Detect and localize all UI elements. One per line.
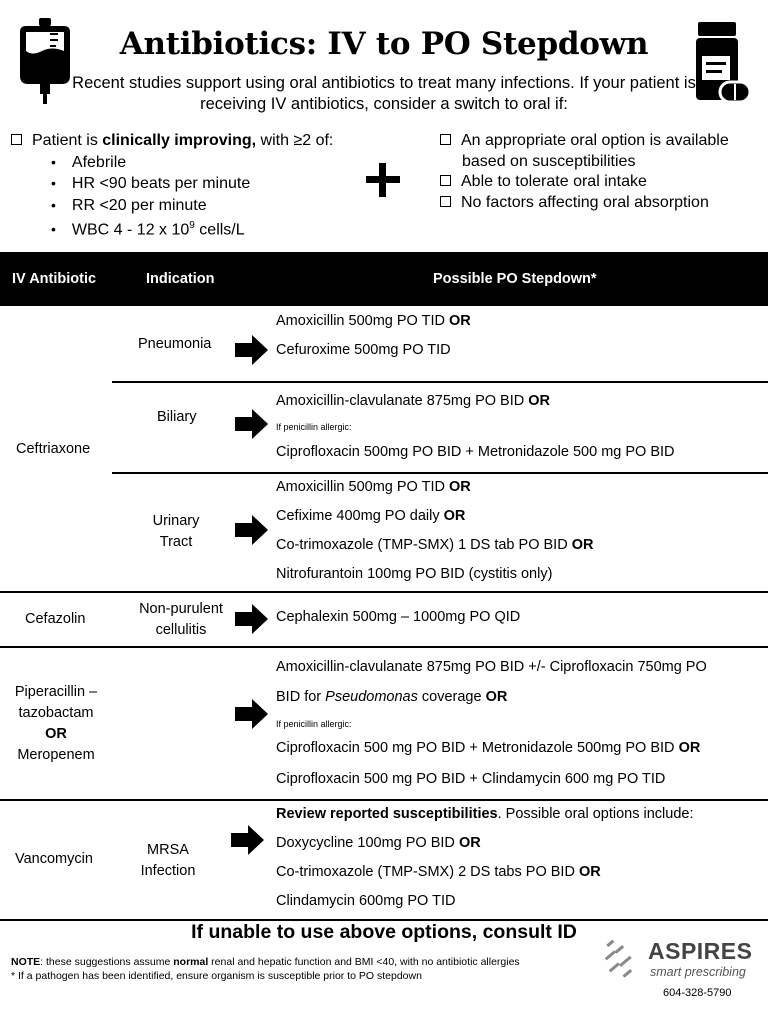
option-text: Amoxicillin 500mg PO TID: [276, 313, 449, 329]
header-po-stepdown: Possible PO Stepdown*: [433, 271, 597, 287]
or-label: OR: [678, 740, 701, 756]
footer-notes: [11, 956, 520, 983]
note-text: : these suggestions assume: [40, 956, 174, 968]
criteria-right-text: No factors affecting oral absorption: [461, 193, 709, 211]
note-line: * If a pathogen has been identified, ensure organism is susceptible prior to PO stepdown: [11, 969, 422, 982]
option-line: [276, 508, 465, 524]
header-iv-antibiotic: IV Antibiotic: [12, 271, 97, 287]
option-line: Ciprofloxacin 500mg PO BID + Metronidazole 500 mg PO BID: [276, 444, 675, 460]
iv-piptazo-meropenem: [4, 682, 108, 766]
option-text: coverage: [417, 689, 486, 705]
review-bold: Review reported susceptibilities: [276, 806, 498, 822]
logo-tagline: smart prescribing: [650, 965, 746, 979]
or-label: OR: [485, 689, 508, 705]
criteria-right-item-cont: based on susceptibilities: [462, 152, 636, 170]
wbc-sup: 9: [189, 220, 195, 231]
arrow-right-icon: [231, 825, 265, 855]
option-text: Amoxicillin 500mg PO TID: [276, 479, 449, 495]
criteria-right-text: Able to tolerate oral intake: [461, 173, 647, 190]
page-subtitle: Recent studies support using oral antibiotics to treat many infections. If your patient is receiving IV antibiotics, consider a switch to oral if:: [72, 74, 696, 113]
arrow-right-icon: [235, 335, 269, 365]
note-line: [11, 956, 520, 970]
header-indication: Indication: [146, 271, 215, 287]
checkbox-icon: [440, 134, 451, 145]
wbc-unit: cells/L: [194, 221, 245, 239]
divider: [112, 472, 768, 474]
pen-allergic-note: If penicillin allergic:: [276, 422, 352, 432]
indication-line: Non-purulent: [139, 601, 223, 617]
arrow-right-icon: [235, 604, 269, 634]
criteria-clinical: [11, 131, 333, 152]
note-label: NOTE: [11, 956, 41, 968]
option-line: Ciprofloxacin 500 mg PO BID + Clindamycin 600 mg PO TID: [276, 771, 666, 787]
iv-line-or: OR: [45, 726, 67, 742]
option-line: [276, 740, 700, 756]
option-text: BID for: [276, 689, 326, 705]
option-italic: Pseudomonas: [325, 689, 418, 705]
indication-mrsa: [128, 840, 208, 882]
criteria-right-item: [440, 131, 729, 152]
iv-line: Piperacillin –: [14, 684, 98, 700]
checkbox-icon: [440, 175, 451, 186]
aspires-logo: [600, 936, 762, 984]
pen-allergic-note: If penicillin allergic:: [276, 719, 352, 729]
criteria-right-item: [440, 172, 729, 193]
arrow-right-icon: [235, 699, 269, 729]
criteria-bullets: [51, 152, 333, 241]
option-text: Amoxicillin-clavulanate 875mg PO BID: [276, 393, 529, 409]
note-text: renal and hepatic function and BMI <40, with no antibiotic allergies: [208, 956, 520, 968]
indication-urinary: [136, 511, 216, 553]
page-title: Antibiotics: IV to PO Stepdown: [119, 26, 649, 62]
option-line: Cephalexin 500mg – 1000mg PO QID: [276, 609, 521, 625]
option-line: [276, 479, 471, 495]
wbc-text: WBC 4 - 12 x 10: [71, 221, 190, 239]
option-line: [276, 537, 593, 553]
criteria-bullet: • Afebrile: [51, 152, 333, 174]
criteria-bullet-wbc: [51, 216, 333, 241]
logo-mark-icon: [600, 936, 644, 982]
iv-ceftriaxone: Ceftriaxone: [16, 441, 91, 457]
criteria-bullet: • HR <90 beats per minute: [51, 173, 333, 195]
option-line: Amoxicillin-clavulanate 875mg PO BID +/- Ciprofloxacin 750mg PO: [276, 659, 707, 675]
divider: [112, 381, 768, 383]
divider: [0, 591, 768, 593]
option-text: Ciprofloxacin 500 mg PO BID + Metronidazole 500mg PO BID: [276, 740, 679, 756]
iv-cefazolin: Cefazolin: [25, 611, 86, 627]
criteria-right-text: An appropriate oral option is available: [461, 132, 729, 149]
indication-line: cellulitis: [155, 622, 207, 638]
option-line: Cefuroxime 500mg PO TID: [276, 342, 451, 358]
or-label: OR: [448, 313, 471, 329]
or-label: OR: [528, 393, 550, 409]
note-bold: normal: [173, 956, 209, 968]
option-text: Co-trimoxazole (TMP-SMX) 1 DS tab PO BID: [276, 537, 572, 553]
option-text: Co-trimoxazole (TMP-SMX) 2 DS tabs PO BID: [276, 864, 579, 880]
plus-icon: [366, 163, 400, 197]
or-label: OR: [578, 864, 601, 880]
divider: [0, 646, 768, 648]
or-label: OR: [443, 508, 466, 524]
consult-id-text: If unable to use above options, consult ID: [191, 921, 577, 943]
indication-line: Tract: [159, 534, 193, 550]
indication-line: MRSA: [147, 842, 189, 858]
option-line: Clindamycin 600mg PO TID: [276, 893, 456, 909]
divider: [0, 799, 768, 801]
or-label: OR: [458, 835, 481, 851]
criteria-right: [440, 131, 729, 213]
option-line: [276, 835, 481, 851]
indication-pneumonia: Pneumonia: [138, 336, 212, 352]
indication-line: Urinary: [152, 513, 200, 529]
indication-biliary: Biliary: [157, 409, 197, 425]
option-line: [276, 393, 550, 409]
arrow-right-icon: [235, 409, 269, 439]
option-line: [276, 313, 471, 329]
option-line: [276, 864, 601, 880]
arrow-right-icon: [235, 515, 269, 545]
iv-line: tazobactam: [18, 705, 94, 721]
indication-nonpurulent: [128, 599, 234, 641]
criteria-right-item: [440, 193, 729, 214]
iv-vancomycin: Vancomycin: [15, 851, 93, 867]
checkbox-icon: [11, 134, 22, 145]
criteria-bold: clinically improving,: [102, 132, 257, 149]
or-label: OR: [571, 537, 594, 553]
criteria-prefix: Patient is: [32, 132, 103, 149]
criteria-suffix: with ≥2 of:: [256, 132, 334, 149]
option-line: Nitrofurantoin 100mg PO BID (cystitis only): [276, 566, 553, 582]
or-label: OR: [448, 479, 471, 495]
option-text: Doxycycline 100mg PO BID: [276, 835, 459, 851]
criteria-left: [11, 131, 333, 241]
indication-line: Infection: [140, 863, 196, 879]
option-text: Cefixime 400mg PO daily: [276, 508, 444, 524]
logo-name: ASPIRES: [648, 938, 753, 964]
option-line: [276, 806, 693, 822]
option-text: . Possible oral options include:: [497, 806, 694, 822]
iv-line: Meropenem: [17, 747, 95, 763]
criteria-bullet: • RR <20 per minute: [51, 195, 333, 217]
checkbox-icon: [440, 196, 451, 207]
phone-number: 604-328-5790: [663, 987, 732, 999]
option-line: [276, 689, 507, 705]
table-header: [0, 252, 768, 306]
